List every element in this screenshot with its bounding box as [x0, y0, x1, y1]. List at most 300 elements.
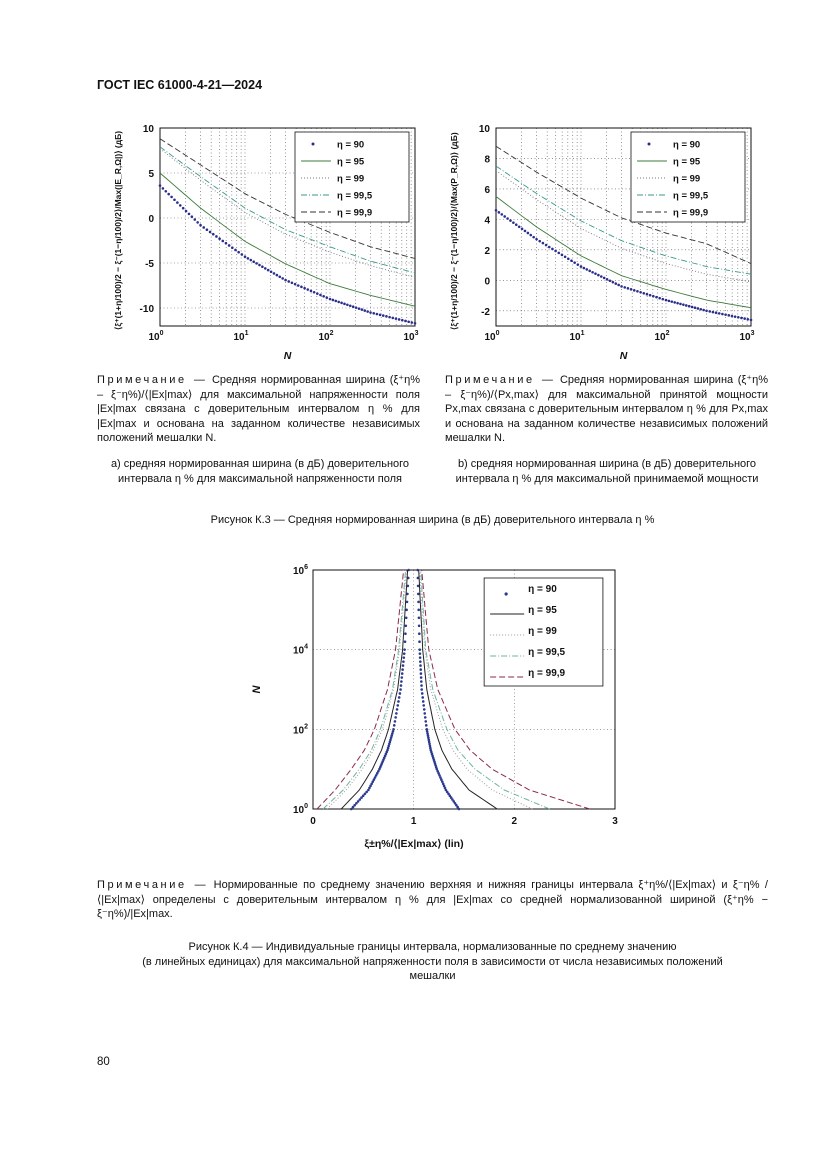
- series-point: [393, 724, 396, 727]
- series-point: [419, 664, 422, 667]
- series-point: [583, 267, 586, 270]
- series-point: [313, 291, 316, 294]
- series-point: [231, 246, 234, 249]
- x-tick-label: $10^1$: [233, 330, 249, 343]
- series-point: [419, 660, 422, 663]
- legend-label: η = 90: [337, 139, 365, 151]
- series-point: [326, 296, 329, 299]
- series-point: [392, 728, 395, 731]
- series-point: [420, 684, 423, 687]
- series-point: [750, 319, 753, 322]
- legend-label: η = 95: [337, 156, 365, 168]
- series-point: [564, 256, 567, 259]
- series-point: [403, 648, 406, 651]
- series-point: [545, 244, 548, 247]
- series-point: [297, 284, 300, 287]
- legend-marker: [505, 592, 508, 595]
- x-tick-label: $10^0$: [484, 330, 500, 343]
- series-point: [404, 320, 407, 323]
- series-point: [425, 728, 428, 731]
- series-point: [617, 284, 620, 287]
- series-point: [196, 221, 199, 224]
- series-point: [715, 311, 718, 314]
- series-point: [417, 609, 420, 612]
- series-point: [179, 204, 182, 207]
- series-point: [403, 652, 406, 655]
- series-point: [215, 235, 218, 238]
- series-point: [600, 275, 603, 278]
- series-point: [396, 708, 399, 711]
- series-point: [395, 712, 398, 715]
- series-point: [527, 232, 530, 235]
- y-tick-label: $10^0$: [292, 803, 308, 816]
- series-point: [636, 290, 639, 293]
- series-point: [594, 272, 597, 275]
- series-point: [206, 228, 209, 231]
- series-point: [421, 692, 424, 695]
- series-point: [404, 640, 407, 643]
- series-point: [401, 672, 404, 675]
- series-point: [424, 720, 427, 723]
- legend-label: η = 99,5: [673, 190, 709, 202]
- series-point: [612, 281, 615, 284]
- series-point: [300, 286, 303, 289]
- series-point: [234, 249, 237, 252]
- series-point: [630, 288, 633, 291]
- y-tick-label: 6: [484, 184, 490, 196]
- series-point: [685, 304, 688, 307]
- chart-b-x-axis-label: N: [619, 350, 628, 360]
- series-point: [567, 257, 570, 260]
- x-tick-label: $10^1$: [569, 330, 585, 343]
- legend-label: η = 99,9: [673, 207, 709, 219]
- series-point: [658, 297, 661, 300]
- series-point: [376, 313, 379, 316]
- figure-k4-caption-line2: (в линейных единицах) для максимальной напряженности поля в зависимости от числа независимых положений: [142, 955, 723, 968]
- series-point: [405, 617, 408, 620]
- series-line: [327, 570, 407, 809]
- series-point: [401, 319, 404, 322]
- series-point: [731, 315, 734, 318]
- legend-label: η = 99,5: [528, 647, 566, 658]
- chart-a-note-lead: Примечание —: [97, 374, 208, 386]
- series-point: [721, 313, 724, 316]
- series-point: [676, 302, 679, 305]
- series-point: [385, 315, 388, 318]
- series-line: [317, 570, 404, 809]
- series-point: [418, 624, 421, 627]
- series-point: [225, 242, 228, 245]
- series-point: [319, 294, 322, 297]
- series-point: [418, 648, 421, 651]
- series-point: [419, 656, 422, 659]
- series-point: [670, 300, 673, 303]
- series-point: [398, 696, 401, 699]
- series-point: [241, 253, 244, 256]
- y-tick-label: -5: [145, 259, 154, 270]
- series-point: [244, 255, 247, 258]
- series-point: [334, 300, 337, 303]
- series-point: [423, 708, 426, 711]
- series-point: [278, 275, 281, 278]
- chart-b-note-body: Средняя нормированная ширина (ξ⁺η% – ξ⁻η%)/⟨Px,max⟩ для максимальной принятой мощности Px,max связана с доверительным интервалом η % для Px,max и основана на заданном количестве независимых положений мешалки N.: [445, 374, 768, 444]
- series-point: [705, 309, 708, 312]
- series-point: [402, 660, 405, 663]
- x-tick-label: $10^2$: [318, 330, 334, 343]
- series-point: [423, 712, 426, 715]
- series-point: [588, 270, 591, 273]
- series-point: [422, 704, 425, 707]
- series-point: [724, 313, 727, 316]
- series-point: [420, 680, 423, 683]
- series-point: [532, 236, 535, 239]
- series-point: [419, 652, 422, 655]
- series-point: [697, 307, 700, 310]
- series-point: [639, 291, 642, 294]
- series-point: [405, 624, 408, 627]
- chart-c-note-lead: Примечание —: [97, 879, 209, 891]
- legend-label: η = 99: [673, 173, 701, 185]
- series-point: [743, 317, 746, 320]
- y-tick-label: $10^6$: [292, 564, 308, 577]
- series-point: [294, 283, 297, 286]
- chart-c-x-axis-label: ξ±η%/⟨|Ex|max⟩ (lin): [364, 838, 464, 850]
- series-line: [323, 570, 406, 809]
- series-point: [202, 226, 205, 229]
- series-point: [591, 271, 594, 274]
- chart-c-note-body: Нормированные по среднему значению верхняя и нижняя границы интервала ξ⁺η%/⟨|Ex|max⟩ и ξ⁻η% /⟨|Ex|max⟩ определены с доверительным интервалом η % для |Ex|max со средней нормализованной шириной (ξ⁺η% − ξ⁻η%)/|Ex|max.: [97, 879, 768, 920]
- series-point: [379, 314, 382, 317]
- series-point: [343, 303, 346, 306]
- series-point: [506, 217, 509, 220]
- chart-a-y-axis-label: ⟨ξ⁺(1+η/100)/2 − ξ⁻(1−η/100)/2⟩/Max(|E_R,Ω|)⟩ (дБ): [113, 130, 123, 330]
- series-point: [228, 244, 231, 247]
- legend-label: η = 99,9: [528, 668, 566, 679]
- chart-b-note: [445, 373, 768, 446]
- series-point: [258, 264, 261, 267]
- series-point: [603, 277, 606, 280]
- series-point: [642, 292, 645, 295]
- y-tick-label: 0: [148, 214, 154, 225]
- series-point: [417, 601, 420, 604]
- series-point: [396, 704, 399, 707]
- series-point: [554, 250, 557, 253]
- series-point: [422, 700, 425, 703]
- series-point: [542, 242, 545, 245]
- page-number: 80: [97, 1056, 110, 1068]
- series-point: [395, 317, 398, 320]
- chart-a-note: [97, 373, 420, 446]
- series-point: [420, 688, 423, 691]
- series-point: [332, 299, 335, 302]
- series-point: [267, 269, 270, 272]
- series-point: [400, 680, 403, 683]
- x-tick-label: 3: [612, 816, 618, 827]
- series-point: [382, 314, 385, 317]
- series-point: [498, 211, 501, 214]
- series-point: [346, 303, 349, 306]
- series-point: [633, 289, 636, 292]
- series-point: [614, 282, 617, 285]
- series-point: [538, 240, 541, 243]
- x-tick-label: 2: [511, 816, 518, 827]
- series-point: [191, 215, 194, 218]
- series-point: [322, 295, 325, 298]
- x-tick-label: $10^3$: [403, 330, 419, 343]
- series-point: [551, 248, 554, 251]
- series-point: [712, 311, 715, 314]
- series-point: [529, 234, 532, 237]
- figure-k3-caption: Рисунок К.3 — Средняя нормированная ширина (в дБ) доверительного интервала η %: [210, 514, 655, 526]
- series-point: [424, 716, 427, 719]
- series-point: [182, 207, 185, 210]
- series-point: [255, 262, 258, 265]
- series-line: [341, 570, 407, 809]
- series-point: [162, 187, 165, 190]
- y-tick-label: 2: [484, 245, 490, 257]
- series-point: [310, 290, 313, 293]
- series-point: [734, 315, 737, 318]
- series-point: [188, 213, 191, 216]
- chart-a: [115, 120, 435, 360]
- series-point: [577, 263, 580, 266]
- series-point: [361, 308, 364, 311]
- series-point: [281, 277, 284, 280]
- legend-label: η = 95: [528, 605, 557, 616]
- series-point: [388, 316, 391, 319]
- y-tick-label: -10: [139, 304, 154, 315]
- series-point: [662, 298, 665, 301]
- series-point: [276, 274, 279, 277]
- series-point: [170, 196, 173, 199]
- series-point: [679, 303, 682, 306]
- y-tick-label: 10: [142, 124, 154, 135]
- series-point: [652, 295, 655, 298]
- legend-label: η = 90: [528, 584, 557, 595]
- series-point: [209, 231, 212, 234]
- y-tick-label: 4: [484, 215, 490, 227]
- series-point: [418, 640, 421, 643]
- legend-label: η = 95: [673, 156, 701, 168]
- series-point: [694, 306, 697, 309]
- legend-marker: [312, 143, 315, 146]
- series-point: [573, 261, 576, 264]
- series-point: [580, 265, 583, 268]
- series-point: [737, 316, 740, 319]
- series-point: [249, 259, 252, 262]
- series-point: [405, 609, 408, 612]
- series-point: [414, 322, 417, 325]
- series-point: [418, 617, 421, 620]
- series-point: [420, 672, 423, 675]
- series-point: [403, 656, 406, 659]
- series-point: [570, 259, 573, 262]
- series-point: [627, 287, 630, 290]
- legend-label: η = 90: [673, 139, 701, 151]
- series-point: [548, 246, 551, 249]
- chart-a-caption: a) средняя нормированная ширина (в дБ) доверительного интервала η % для максимальной напряженности поля: [110, 458, 410, 485]
- series-point: [264, 267, 267, 270]
- series-point: [261, 265, 264, 268]
- chart-b: [451, 120, 771, 360]
- series-point: [306, 288, 309, 291]
- series-point: [329, 298, 332, 301]
- x-tick-label: $10^2$: [654, 330, 670, 343]
- series-point: [221, 240, 224, 243]
- legend-label: η = 99,9: [337, 207, 373, 219]
- series-point: [247, 257, 250, 260]
- chart-c-note: [97, 878, 768, 922]
- series-point: [419, 668, 422, 671]
- series-point: [421, 696, 424, 699]
- series-point: [557, 252, 560, 255]
- series-point: [417, 593, 420, 596]
- series-point: [176, 201, 179, 204]
- figure-k4-caption-line3: мешалки: [409, 970, 456, 982]
- series-point: [399, 688, 402, 691]
- series-point: [682, 303, 685, 306]
- series-point: [212, 233, 215, 236]
- series-point: [509, 219, 512, 222]
- series-point: [597, 274, 600, 277]
- series-point: [740, 317, 743, 320]
- series-point: [397, 700, 400, 703]
- series-point: [185, 210, 188, 213]
- y-tick-label: 10: [478, 124, 490, 135]
- chart-b-note-lead: Примечание —: [445, 374, 556, 386]
- series-point: [521, 228, 524, 231]
- series-point: [655, 296, 658, 299]
- series-point: [606, 278, 609, 281]
- series-point: [218, 237, 221, 240]
- series-point: [193, 218, 196, 221]
- series-point: [358, 307, 361, 310]
- series-point: [167, 193, 170, 196]
- series-point: [691, 306, 694, 309]
- series-point: [400, 676, 403, 679]
- legend-label: η = 99: [337, 173, 365, 185]
- series-point: [718, 312, 721, 315]
- legend-marker: [648, 143, 651, 146]
- series-point: [355, 306, 358, 309]
- y-tick-label: 5: [148, 169, 154, 180]
- series-point: [609, 279, 612, 282]
- chart-b-caption: b) средняя нормированная ширина (в дБ) доверительного интервала η % для максимальной принимаемой мощности: [455, 458, 759, 485]
- y-tick-label: 8: [484, 154, 490, 166]
- series-point: [340, 302, 343, 305]
- series-point: [284, 279, 287, 282]
- series-point: [273, 272, 276, 275]
- legend-label: η = 99: [528, 626, 557, 637]
- series-point: [500, 213, 503, 216]
- figure-k4-caption-line1: Рисунок К.4 — Индивидуальные границы интервала, нормализованные по среднему значению: [188, 941, 677, 953]
- series-point: [316, 292, 319, 295]
- series-point: [623, 286, 626, 289]
- y-tick-label: $10^4$: [292, 643, 308, 657]
- x-tick-label: 0: [310, 816, 316, 827]
- series-point: [411, 321, 414, 324]
- legend-label: η = 99,5: [337, 190, 373, 202]
- series-point: [337, 301, 340, 304]
- series-point: [512, 221, 515, 224]
- series-point: [518, 225, 521, 228]
- series-point: [404, 632, 407, 635]
- series-point: [398, 318, 401, 321]
- series-point: [418, 632, 421, 635]
- series-point: [352, 305, 355, 308]
- series-point: [270, 270, 273, 273]
- series-point: [495, 209, 498, 212]
- series-point: [391, 317, 394, 320]
- chart-a-note-body: Средняя нормированная ширина (ξ⁺η% – ξ⁻η%)/⟨|Ex|max⟩ для максимальной напряженности поля |Ex|max связана с доверительным интервалом η % для |Ex|max и основана на заданном количестве независимых положений мешалки N.: [97, 374, 420, 444]
- x-tick-label: $10^0$: [148, 330, 164, 343]
- series-point: [535, 238, 538, 241]
- series-point: [400, 684, 403, 687]
- series-point: [252, 260, 255, 263]
- series-point: [503, 215, 506, 218]
- series-point: [420, 676, 423, 679]
- series-point: [708, 310, 711, 313]
- series-point: [363, 309, 366, 312]
- document-header: ГОСТ IEC 61000-4-21—2024: [97, 78, 263, 92]
- series-point: [394, 716, 397, 719]
- series-point: [372, 312, 375, 315]
- series-point: [524, 230, 527, 233]
- x-tick-label: $10^3$: [739, 330, 755, 343]
- series-point: [287, 280, 290, 283]
- series-point: [561, 254, 564, 257]
- series-point: [668, 300, 671, 303]
- series-point: [649, 294, 652, 297]
- series-point: [173, 198, 176, 201]
- series-point: [399, 692, 402, 695]
- series-point: [394, 720, 397, 723]
- series-point: [747, 318, 750, 321]
- series-point: [688, 305, 691, 308]
- y-tick-label: -2: [481, 306, 490, 318]
- chart-a-x-axis-label: N: [283, 350, 292, 360]
- series-point: [727, 314, 730, 317]
- series-point: [401, 668, 404, 671]
- series-point: [425, 724, 428, 727]
- y-tick-label: $10^2$: [292, 723, 308, 737]
- series-point: [199, 224, 202, 227]
- series-point: [369, 311, 372, 314]
- series-point: [349, 304, 352, 307]
- series-point: [159, 184, 162, 187]
- series-point: [303, 287, 306, 290]
- figure-k4-caption: [97, 940, 768, 984]
- chart-c: [240, 555, 640, 865]
- series-point: [164, 190, 167, 193]
- series-point: [366, 310, 369, 313]
- series-point: [515, 223, 518, 226]
- series-point: [620, 285, 623, 288]
- chart-b-y-axis-label: ⟨ξ⁺(1+η/100)/2 − ξ⁻(1−η/100)/2⟩/⟨Max(P_R,Ω)⟩ (дБ): [449, 132, 459, 330]
- series-point: [402, 664, 405, 667]
- series-point: [237, 251, 240, 254]
- y-tick-label: 0: [484, 276, 490, 288]
- series-point: [699, 308, 702, 311]
- series-point: [673, 301, 676, 304]
- series-point: [407, 320, 410, 323]
- series-point: [702, 309, 705, 312]
- series-point: [291, 282, 294, 285]
- series-point: [665, 299, 668, 302]
- series-point: [646, 293, 649, 296]
- chart-c-y-axis-label: N: [251, 685, 263, 694]
- x-tick-label: 1: [410, 816, 417, 827]
